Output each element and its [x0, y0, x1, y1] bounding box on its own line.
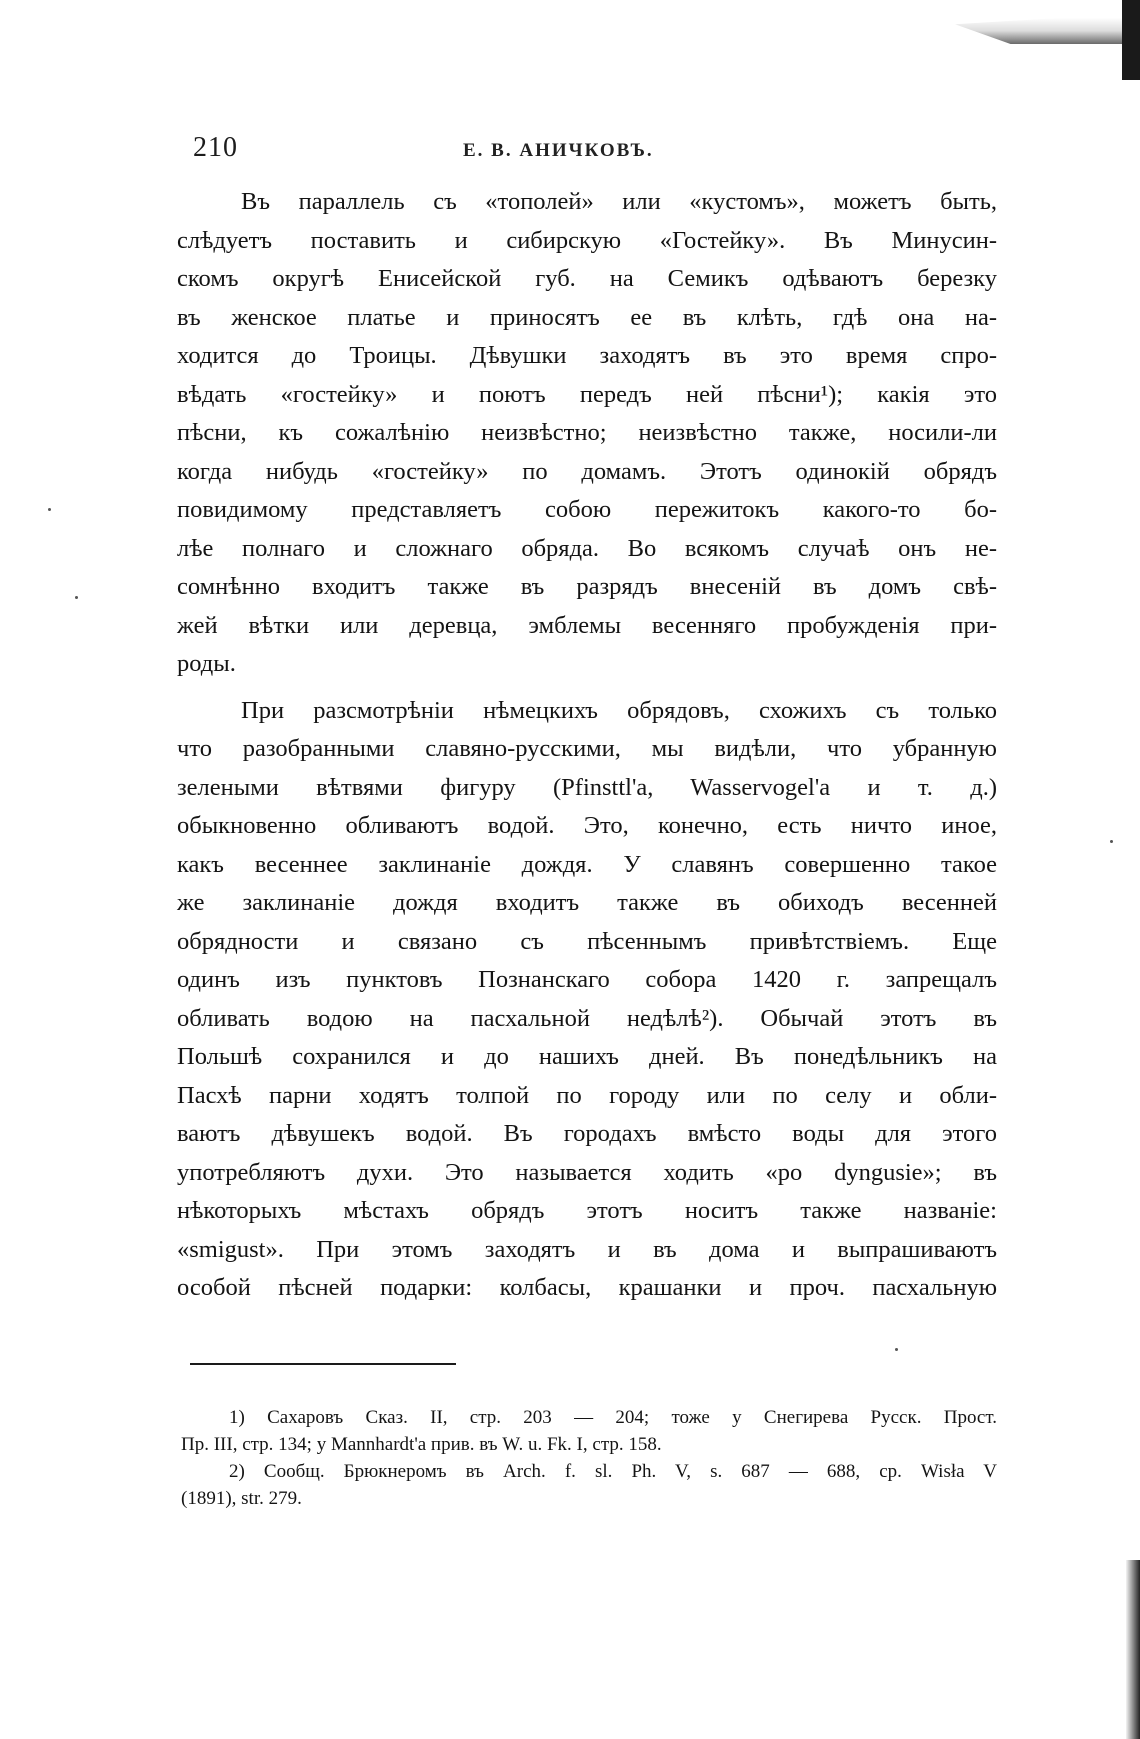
text-line: скомъ округѣ Енисейской губ. на Семикъ одѣваютъ березку	[177, 265, 997, 292]
text-line: ходится до Троицы. Дѣвушки заходятъ въ это время спро-	[177, 342, 997, 369]
text-line: жей вѣтки или деревца, эмблемы весенняго пробужденія при-	[177, 611, 997, 639]
footnotes	[181, 1404, 997, 1512]
text-line: обрядности и связано съ пѣсеннымъ привѣтствіемъ. Еще	[177, 927, 997, 955]
text-line: сомнѣнно входитъ также въ разрядъ внесеній въ домъ свѣ-	[177, 573, 997, 600]
footnote-line: Пр. III, стр. 134; у Mannhardt'a прив. въ W. u. Fk. I, стр. 158.	[181, 1434, 662, 1455]
running-head: Е. В. АНИЧКОВЪ.	[463, 140, 654, 161]
footnote-line: 2) Сообщ. Брюкнеромъ въ Arch. f. sl. Ph. V, s. 687 — 688, ср. Wisła V	[229, 1461, 997, 1482]
text-line: одинъ изъ пунктовъ Познанскаго собора 1420 г. запрещалъ	[177, 966, 997, 993]
text-line: Польшѣ сохранился и до нашихъ дней. Въ понедѣльникъ на	[177, 1043, 997, 1070]
scan-speck	[48, 508, 51, 511]
page-header	[193, 132, 993, 172]
text-line: обливать водою на пасхальной недѣлѣ²). Обычай этотъ въ	[177, 1004, 997, 1032]
text-line: Въ параллель съ «тополей» или «кустомъ», можетъ быть,	[241, 188, 997, 215]
text-line: въ женское платье и приносятъ ее въ клѣть, гдѣ она на-	[177, 303, 997, 331]
text-line: Пасхѣ парни ходятъ толпой по городу или по селу и обли-	[177, 1081, 997, 1109]
footnote-rule	[190, 1363, 456, 1365]
text-line: вѣдать «гостейку» и поютъ передъ ней пѣсни¹); какія это	[177, 380, 997, 408]
text-line: повидимому представляетъ собою пережитокъ какого-то бо-	[177, 496, 997, 523]
text-line: зелеными вѣтвями фигуру (Pfinsttl'a, Wasservogel'a и т. д.)	[177, 773, 997, 801]
scan-edge-bottom	[1126, 1560, 1140, 1739]
text-line: При разсмотрѣніи нѣмецкихъ обрядовъ, схожихъ съ только	[241, 696, 997, 724]
page-number: 210	[193, 132, 238, 163]
text-line: какъ весеннее заклинаніе дождя. У славянъ совершенно такое	[177, 850, 997, 878]
text-line: ваютъ дѣвушекъ водой. Въ городахъ вмѣсто воды для этого	[177, 1120, 997, 1147]
text-line: обыкновенно обливаютъ водой. Это, конечно, есть ничто иное,	[177, 812, 997, 839]
footnote-line: 1) Сахаровъ Сказ. II, стр. 203 — 204; тоже у Снегирева Русск. Прост.	[229, 1407, 997, 1428]
paragraph-gap	[177, 684, 997, 692]
scan-speck	[75, 596, 78, 599]
text-line: нѣкоторыхъ мѣстахъ обрядъ этотъ носитъ также названіе:	[177, 1197, 997, 1224]
text-line: когда нибудь «гостейку» по домамъ. Этотъ одинокій обрядъ	[177, 457, 997, 485]
text-line: роды.	[177, 650, 236, 677]
footnote-line: (1891), str. 279.	[181, 1488, 302, 1509]
text-line: особой пѣсней подарки: колбасы, крашанки и проч. пасхальную	[177, 1274, 997, 1301]
scan-shadow-top	[955, 0, 1140, 44]
text-line: пѣсни, къ сожалѣнію неизвѣстно; неизвѣстно также, носили-ли	[177, 419, 997, 446]
text-line: же заклинаніе дождя входитъ также въ обиходъ весенней	[177, 889, 997, 916]
scan-speck	[895, 1348, 898, 1351]
text-line: употребляютъ духи. Это называется ходить «po dyngusie»; въ	[177, 1158, 997, 1186]
scan-speck	[1110, 840, 1113, 843]
text-line: «smigust». При этомъ заходятъ и въ дома и выпрашиваютъ	[177, 1235, 997, 1263]
text-line: слѣдуетъ поставить и сибирскую «Гостейку». Въ Минусин-	[177, 226, 997, 254]
text-line: лѣе полнаго и сложнаго обряда. Во всякомъ случаѣ онъ не-	[177, 534, 997, 562]
scan-edge-top	[1122, 0, 1140, 80]
text-line: что разобранными славяно-русскими, мы видѣли, что убранную	[177, 735, 997, 762]
body-text	[177, 183, 997, 1308]
